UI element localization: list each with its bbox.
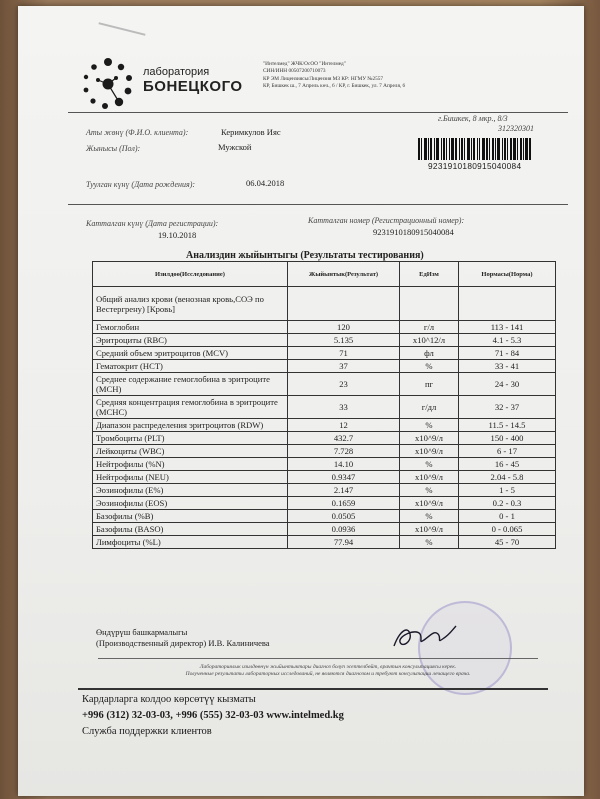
table-row [93, 458, 556, 471]
barcode-number: 9231910180915040084 [428, 161, 522, 171]
result-value-cell [288, 287, 400, 321]
result-norm-cell: 0 - 1 [459, 510, 556, 523]
result-name-cell: Базофилы (%B) [93, 510, 288, 523]
result-name-cell: Средняя концентрация гемоглобина в эритроците (MCHC) [93, 396, 288, 419]
result-value-cell: 77.94 [288, 536, 400, 549]
disclaimer-ky: Лабораториялык изилдөөнүн жыйынтыктары диагноз болуп эсептелбөйт, врачтын консультациясы керек. [199, 664, 457, 670]
client-value: Керимкулов Ияс [221, 127, 281, 137]
result-norm-cell: 2.04 - 5.8 [459, 471, 556, 484]
result-norm-cell: 1 - 5 [459, 484, 556, 497]
gender-label: Жынысы (Пол): [86, 144, 141, 153]
regnum-label: Катталган номер (Регистрационный номер): [308, 216, 465, 225]
result-value-cell: 7.728 [288, 445, 400, 458]
result-norm-cell: 6 - 17 [459, 445, 556, 458]
col-header-norm: Нормасы(Норма) [459, 262, 556, 287]
client-label: Аты жөнү (Ф.И.О. клиента): [86, 128, 189, 137]
regdate-value: 19.10.2018 [158, 230, 197, 240]
regnum-value: 9231910180915040084 [373, 227, 454, 237]
result-value-cell: 37 [288, 360, 400, 373]
table-row [93, 445, 556, 458]
result-value-cell: 432.7 [288, 432, 400, 445]
barcode [418, 138, 558, 160]
gender-value: Мужской [218, 142, 252, 152]
table-row [93, 484, 556, 497]
result-unit-cell: x10^12/л [400, 334, 459, 347]
director-title-ru: (Производственный директор) И.В. Калиничева [96, 638, 270, 648]
result-norm-cell: 0.2 - 0.3 [459, 497, 556, 510]
divider [68, 112, 568, 113]
result-norm-cell: 16 - 45 [459, 458, 556, 471]
result-name-cell: Лимфоциты (%L) [93, 536, 288, 549]
result-name-cell: Гемоглобин [93, 321, 288, 334]
result-norm-cell: 4.1 - 5.3 [459, 334, 556, 347]
lab-title-line2: БОНЕЦКОГО [143, 78, 243, 95]
table-row [93, 471, 556, 484]
support-title-ky: Кардарларга колдоо көрсөтүү кызматы [82, 694, 256, 705]
result-unit-cell: x10^9/л [400, 445, 459, 458]
pen-mark [98, 22, 145, 36]
result-unit-cell: x10^9/л [400, 471, 459, 484]
reg-line: КР ЭМ Лицензиясы/Лицензия МЗ КР: НГМУ №2557 [263, 75, 384, 82]
table-row [93, 334, 556, 347]
table-row [93, 510, 556, 523]
result-value-cell: 0.9347 [288, 471, 400, 484]
results-body [93, 287, 556, 549]
divider [68, 204, 568, 205]
table-row [93, 396, 556, 419]
director-signature-icon [390, 620, 460, 654]
result-norm-cell: 33 - 41 [459, 360, 556, 373]
result-unit-cell: % [400, 419, 459, 432]
birth-label: Туулган күнү (Дата рождения): [86, 180, 196, 189]
result-name-cell: Среднее содержание гемоглобина в эритроците (MCH) [93, 373, 288, 396]
result-name-cell: Лейкоциты (WBC) [93, 445, 288, 458]
table-row [93, 419, 556, 432]
divider [98, 658, 538, 659]
result-name-cell: Общий анализ крови (венозная кровь,СОЭ по Вестергрену) [Кровь] [93, 287, 288, 321]
table-row [93, 347, 556, 360]
result-norm-cell: 113 - 141 [459, 321, 556, 334]
result-unit-cell: x10^9/л [400, 523, 459, 536]
result-norm-cell [459, 287, 556, 321]
result-value-cell: 0.0936 [288, 523, 400, 536]
table-row [93, 536, 556, 549]
result-value-cell: 0.0505 [288, 510, 400, 523]
disclaimer-note [118, 664, 538, 678]
result-name-cell: Нейтрофилы (NEU) [93, 471, 288, 484]
col-header-result: Жыйынтык(Результат) [288, 262, 400, 287]
result-unit-cell: x10^9/л [400, 432, 459, 445]
table-row [93, 360, 556, 373]
result-value-cell: 2.147 [288, 484, 400, 497]
results-table [92, 261, 556, 549]
table-header-row [93, 262, 556, 287]
support-contacts: +996 (312) 32-03-03, +996 (555) 32-03-03 www.intelmed.kg [82, 710, 344, 721]
result-norm-cell: 150 - 400 [459, 432, 556, 445]
result-unit-cell: x10^9/л [400, 497, 459, 510]
result-norm-cell: 71 - 84 [459, 347, 556, 360]
result-unit-cell: % [400, 458, 459, 471]
lab-registration-info [263, 61, 563, 91]
result-unit-cell [400, 287, 459, 321]
result-unit-cell: % [400, 536, 459, 549]
result-unit-cell: % [400, 510, 459, 523]
lab-title-line1: лаборатория [143, 66, 210, 78]
result-norm-cell: 0 - 0.065 [459, 523, 556, 536]
result-unit-cell: фл [400, 347, 459, 360]
result-name-cell: Тромбоциты (PLT) [93, 432, 288, 445]
table-row [93, 287, 556, 321]
result-unit-cell: г/дл [400, 396, 459, 419]
result-name-cell: Эритроциты (RBC) [93, 334, 288, 347]
table-row [93, 523, 556, 536]
result-unit-cell: г/л [400, 321, 459, 334]
city-line: г.Бишкек, 8 мкр., 8/3 [438, 114, 508, 123]
support-title-ru: Служба поддержки клиентов [82, 726, 212, 737]
result-value-cell: 5.135 [288, 334, 400, 347]
result-name-cell: Эозинофилы (EOS) [93, 497, 288, 510]
director-title-ky: Өндүрүш башкармалыгы [96, 627, 188, 637]
result-value-cell: 120 [288, 321, 400, 334]
col-header-unit: ЕдИзм [400, 262, 459, 287]
divider [78, 688, 548, 690]
result-value-cell: 12 [288, 419, 400, 432]
result-norm-cell: 11.5 - 14.5 [459, 419, 556, 432]
result-name-cell: Средний объем эритроцитов (MCV) [93, 347, 288, 360]
result-norm-cell: 24 - 30 [459, 373, 556, 396]
lab-logo-icon [78, 56, 138, 112]
result-name-cell: Гематокрит (HCT) [93, 360, 288, 373]
result-name-cell: Нейтрофилы (%N) [93, 458, 288, 471]
table-row [93, 373, 556, 396]
result-unit-cell: % [400, 360, 459, 373]
disclaimer-ru: Полученные результаты лабораторных исследований, не являются диагнозом и требуют консультации лечащего врача. [185, 671, 471, 677]
reg-line: СИН/ИНН 00507200710073 [263, 68, 326, 75]
result-value-cell: 23 [288, 373, 400, 396]
table-row [93, 321, 556, 334]
result-unit-cell: % [400, 484, 459, 497]
result-value-cell: 14.10 [288, 458, 400, 471]
result-norm-cell: 32 - 37 [459, 396, 556, 419]
result-unit-cell: пг [400, 373, 459, 396]
result-norm-cell: 45 - 70 [459, 536, 556, 549]
results-title: Анализдин жыйынтыгы (Результаты тестирования) [186, 250, 424, 261]
result-name-cell: Базофилы (BASO) [93, 523, 288, 536]
birth-value: 06.04.2018 [246, 178, 285, 188]
lab-report-sheet [18, 6, 584, 796]
reg-line: КР, Бишкек ш., 7 Апрель көч., 6 / КР, г. Бишкек, ул. 7 Апреля, 6 [263, 83, 406, 90]
regdate-label: Катталган күнү (Дата регистрации): [86, 219, 219, 228]
col-header-test: Изилдөө(Исследование) [93, 262, 288, 287]
table-row [93, 432, 556, 445]
reg-line: "Интелмед" ЖЧК/ОсОО "Интелмед" [263, 61, 346, 67]
result-value-cell: 33 [288, 396, 400, 419]
result-value-cell: 71 [288, 347, 400, 360]
code-line: 312320301 [498, 124, 534, 133]
result-value-cell: 0.1659 [288, 497, 400, 510]
result-name-cell: Эозинофилы (E%) [93, 484, 288, 497]
table-row [93, 497, 556, 510]
result-name-cell: Диапазон распределения эритроцитов (RDW) [93, 419, 288, 432]
